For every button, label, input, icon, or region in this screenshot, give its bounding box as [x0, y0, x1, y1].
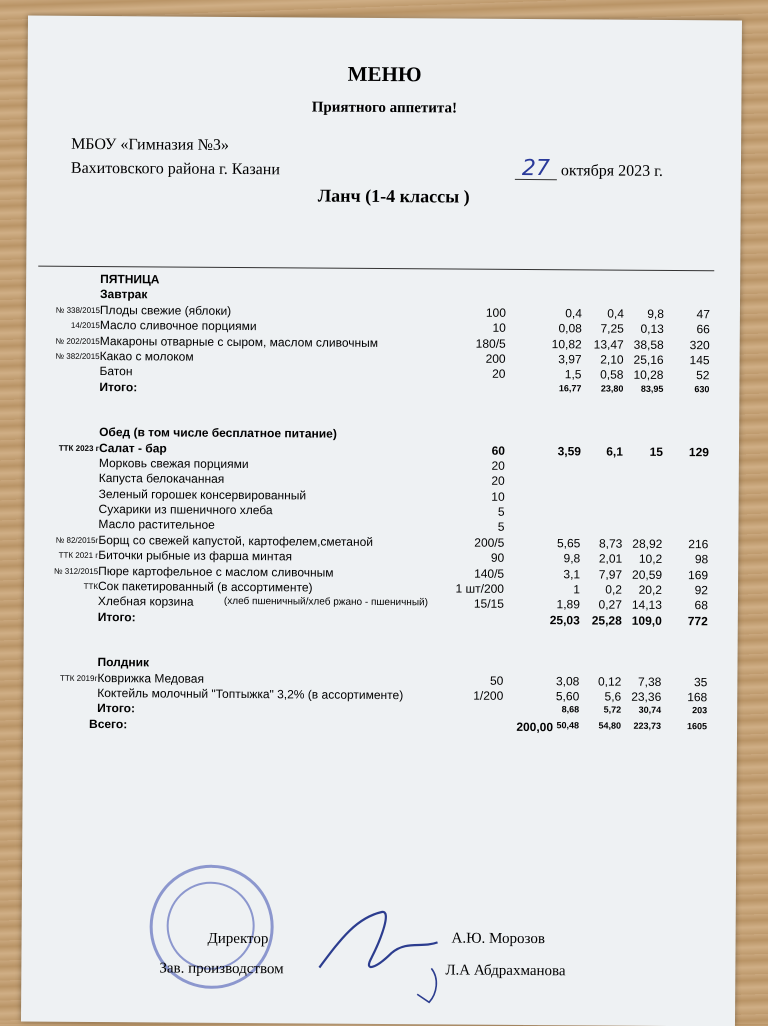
menu-table: [23, 272, 740, 737]
item-name: Коврижка Медовая: [97, 671, 204, 686]
item-code: ТТК 2023 г: [59, 443, 99, 452]
item-portion: 20: [425, 474, 505, 489]
page-title: МЕНЮ: [28, 60, 742, 90]
item-code: № 382/2015: [55, 352, 99, 361]
total-kcal: 772: [664, 614, 708, 628]
item-carbs: 20,59: [616, 567, 662, 581]
production-head-role: Зав. производством: [159, 960, 283, 978]
item-portion: 1 шт/200: [424, 581, 504, 596]
director-role: Директор: [208, 931, 269, 948]
menu-sheet: [21, 16, 742, 1026]
item-carbs: 28,92: [616, 536, 662, 550]
item-protein: 10,82: [522, 337, 582, 351]
item-name: Хлебная корзина: [98, 594, 194, 609]
item-protein: 3,1: [520, 567, 580, 581]
item-kcal: 216: [664, 537, 708, 551]
total-carbs: 83,95: [617, 383, 663, 393]
item-name: Морковь свежая порциями: [99, 456, 249, 471]
header-divider: [38, 266, 714, 272]
item-portion: 1/200: [423, 688, 503, 703]
dinner-list: [24, 440, 739, 614]
item-kcal: 168: [663, 690, 707, 704]
item-name: Пюре картофельное с маслом сливочным: [98, 564, 334, 580]
item-fat: 7,25: [574, 321, 624, 335]
item-name: Борщ со свежей капустой, картофелем,сметаной: [98, 533, 373, 549]
total-fat: 25,28: [572, 613, 622, 627]
item-carbs: 9,8: [618, 306, 664, 320]
item-portion: 10: [426, 320, 506, 335]
item-protein: 0,4: [522, 306, 582, 320]
item-name: Салат - бар: [99, 441, 167, 455]
item-name: Сок пакетированный (в ассортименте): [98, 579, 313, 594]
grand-fat: 54,80: [571, 720, 621, 730]
snack-list: [23, 670, 737, 706]
item-name: Зеленый горошек консервированный: [99, 487, 307, 502]
date-month-year: октября 2023 г.: [557, 162, 663, 180]
grand-total-sum: 200,00: [516, 720, 553, 734]
item-code: ТТК 2019г: [60, 673, 97, 682]
item-portion: 200/5: [424, 535, 504, 550]
breakfast-heading: Завтрак: [100, 287, 147, 301]
item-name: Масло растительное: [98, 517, 214, 532]
item-carbs: 15: [617, 444, 663, 458]
item-name: Батон: [99, 364, 132, 378]
day-label: ПЯТНИЦА: [100, 272, 159, 286]
item-protein: 9,8: [520, 551, 580, 565]
item-protein: 1,89: [520, 597, 580, 611]
total-kcal: 203: [663, 705, 707, 715]
item-kcal: 35: [663, 675, 707, 689]
item-kcal: 47: [666, 307, 710, 321]
school-district: Вахитовского района г. Казани: [71, 160, 280, 179]
item-kcal: 169: [664, 568, 708, 582]
item-carbs: 25,16: [618, 353, 664, 367]
page-subtitle: Приятного аппетита!: [27, 98, 741, 120]
grand-total-label: Всего:: [89, 717, 127, 731]
item-fat: 13,47: [574, 337, 624, 351]
snack-heading: Полдник: [97, 655, 149, 669]
breakfast-list: [25, 302, 740, 384]
item-portion: 60: [425, 443, 505, 458]
grand-kcal: 1605: [663, 721, 707, 731]
item-name: Капуста белокачанная: [99, 471, 225, 486]
item-portion: 50: [423, 673, 503, 688]
item-fat: 0,27: [572, 598, 622, 612]
item-fat: 0,2: [572, 582, 622, 596]
item-carbs: 7,38: [615, 674, 661, 688]
item-name: Сухарики из пшеничного хлеба: [99, 502, 273, 517]
item-protein: 3,59: [521, 443, 581, 457]
item-portion: 20: [425, 458, 505, 473]
item-protein: 3,08: [519, 674, 579, 688]
item-code: ТТК 2021 г: [59, 551, 99, 560]
item-code: № 202/2015: [56, 336, 100, 345]
item-code: № 338/2015: [56, 305, 100, 314]
item-protein: 5,65: [520, 536, 580, 550]
total-carbs: 109,0: [616, 613, 662, 627]
item-fat: 7,97: [572, 567, 622, 581]
total-kcal: 630: [665, 384, 709, 394]
item-portion: 200: [426, 351, 506, 366]
item-fat: 2,10: [574, 352, 624, 366]
item-protein: 1: [520, 582, 580, 596]
item-kcal: 320: [666, 338, 710, 352]
item-kcal: 68: [664, 598, 708, 612]
item-name: Масло сливочное порциями: [100, 318, 257, 333]
item-fat: 0,58: [573, 368, 623, 382]
item-portion: 10: [425, 489, 505, 504]
school-name: МБОУ «Гимназия №3»: [71, 136, 229, 155]
item-carbs: 0,13: [618, 322, 664, 336]
item-fat: 5,6: [571, 689, 621, 703]
total-label: Итого:: [98, 610, 136, 624]
item-name: Плоды свежие (яблоки): [100, 303, 231, 318]
item-fat: 8,73: [572, 536, 622, 550]
item-name-note: (хлеб пшеничный/хлеб ржано - пшеничный): [224, 596, 428, 608]
total-protein: 8,68: [519, 704, 579, 714]
item-portion: 5: [424, 520, 504, 535]
item-portion: 100: [426, 305, 506, 320]
dinner-heading: Обед (в том числе бесплатное питание): [99, 425, 337, 441]
grand-protein: 50,48: [519, 720, 579, 730]
item-name: Какао с молоком: [100, 349, 194, 364]
item-kcal: 98: [664, 552, 708, 566]
menu-date: [515, 159, 663, 181]
item-portion: 140/5: [424, 566, 504, 581]
date-day-handwritten: 27: [515, 159, 557, 180]
item-carbs: 10,28: [617, 368, 663, 382]
item-carbs: 14,13: [616, 598, 662, 612]
item-fat: 2,01: [572, 552, 622, 566]
item-name: Коктейль молочный "Топтыжка" 3,2% (в ассортименте): [97, 686, 403, 702]
total-fat: 5,72: [571, 705, 621, 715]
director-signature: [311, 898, 442, 1009]
item-portion: 90: [424, 551, 504, 566]
item-portion: 15/15: [424, 597, 504, 612]
item-code: № 82/2015г: [56, 536, 99, 545]
item-name: Биточки рыбные из фарша минтая: [98, 548, 292, 563]
item-protein: 5,60: [519, 689, 579, 703]
item-kcal: 92: [664, 583, 708, 597]
item-fat: 6,1: [573, 444, 623, 458]
item-carbs: 23,36: [615, 690, 661, 704]
item-code: № 312/2015: [54, 566, 98, 575]
item-kcal: 52: [665, 368, 709, 382]
lunch-heading: Ланч (1-4 классы ): [27, 184, 741, 210]
production-head-name: Л.А Абдрахманова: [445, 962, 565, 980]
item-carbs: 20,2: [616, 583, 662, 597]
item-portion: 5: [425, 504, 505, 519]
item-code: 14/2015: [71, 321, 100, 330]
item-fat: 0,4: [574, 306, 624, 320]
item-kcal: 145: [666, 353, 710, 367]
total-protein: 25,03: [520, 613, 580, 627]
item-fat: 0,12: [571, 674, 621, 688]
total-label: Итого:: [99, 380, 137, 394]
item-protein: 1,5: [521, 367, 581, 381]
total-carbs: 30,74: [615, 705, 661, 715]
total-label: Итого:: [97, 701, 135, 715]
item-protein: 3,97: [522, 352, 582, 366]
item-kcal: 129: [665, 444, 709, 458]
item-name: Макароны отварные с сыром, маслом сливочным: [100, 334, 378, 350]
item-portion: 20: [425, 367, 505, 382]
grand-carbs: 223,73: [615, 720, 661, 730]
director-name: А.Ю. Морозов: [452, 930, 546, 948]
item-kcal: 66: [666, 322, 710, 336]
item-protein: 0,08: [522, 321, 582, 335]
total-fat: 23,80: [573, 383, 623, 393]
item-carbs: 10,2: [616, 552, 662, 566]
item-carbs: 38,58: [618, 337, 664, 351]
item-code: ТТК: [84, 582, 98, 591]
total-protein: 16,77: [521, 383, 581, 393]
item-portion: 180/5: [426, 336, 506, 351]
